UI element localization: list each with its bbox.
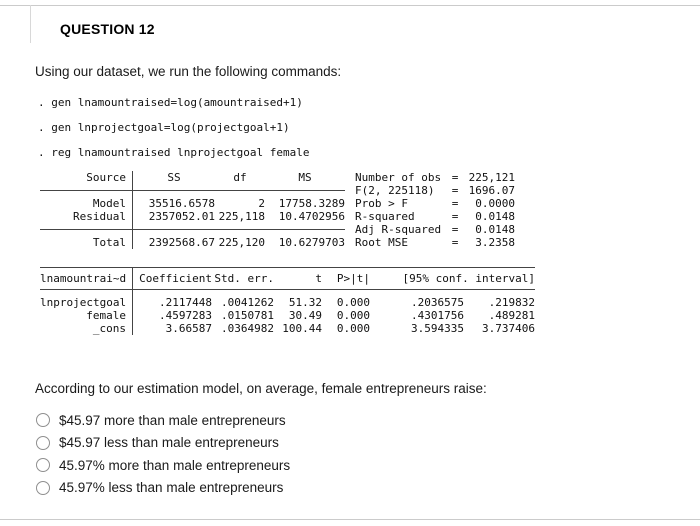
coef-row-cons bbox=[40, 322, 535, 335]
ci-lower: .4301756 bbox=[411, 309, 464, 322]
residual-ss: 2357052.01 bbox=[148, 210, 215, 223]
anova-table bbox=[40, 171, 700, 249]
ci-upper: 3.737406 bbox=[482, 322, 535, 335]
stat-value-r-squared: 0.0148 bbox=[475, 210, 515, 223]
coef-header-t: t bbox=[315, 272, 322, 285]
anova-header-source: Source bbox=[40, 171, 133, 184]
model-ms: 17758.3289 bbox=[278, 197, 345, 210]
equals-sign: = bbox=[451, 197, 459, 210]
stata-commands bbox=[38, 96, 700, 160]
radio-button[interactable] bbox=[36, 436, 50, 450]
radio-button[interactable] bbox=[36, 413, 50, 427]
p-value: 0.000 bbox=[336, 296, 370, 309]
total-ss: 2392568.67 bbox=[148, 236, 215, 249]
ci-upper: .219832 bbox=[488, 296, 535, 309]
stat-label-number-of-obs: Number of obs bbox=[355, 171, 442, 184]
question-prompt: According to our estimation model, on average, female entrepreneurs raise: bbox=[35, 381, 487, 396]
command-line-2: . gen lnprojectgoal=log(projectgoal+1) bbox=[38, 121, 290, 134]
coef-row-lnprojectgoal bbox=[40, 296, 535, 309]
total-df: 225,120 bbox=[218, 236, 265, 249]
coef-value: 3.66587 bbox=[165, 322, 212, 335]
model-label: Model bbox=[40, 197, 133, 210]
answer-option-2[interactable] bbox=[36, 432, 700, 455]
answer-option-1[interactable] bbox=[36, 409, 700, 432]
anova-header-ss: SS bbox=[167, 171, 181, 184]
coef-row-female bbox=[40, 309, 535, 322]
anova-residual-row bbox=[40, 210, 700, 223]
option-label: $45.97 less than male entrepreneurs bbox=[59, 435, 279, 451]
answer-options bbox=[36, 409, 700, 499]
anova-separator-row bbox=[40, 184, 700, 197]
stderr-value: .0041262 bbox=[221, 296, 274, 309]
p-value: 0.000 bbox=[336, 309, 370, 322]
model-df: 2 bbox=[258, 197, 265, 210]
residual-ms: 10.4702956 bbox=[278, 210, 345, 223]
stat-label-root-mse: Root MSE bbox=[355, 236, 408, 249]
ci-upper: .489281 bbox=[488, 309, 535, 322]
equals-sign: = bbox=[451, 223, 459, 236]
residual-df: 225,118 bbox=[218, 210, 265, 223]
stat-value-f: 1696.07 bbox=[468, 184, 515, 197]
total-label: Total bbox=[40, 236, 133, 249]
anova-header-ms: MS bbox=[298, 171, 312, 184]
depvar-label: lnamountrai~d bbox=[40, 268, 133, 289]
equals-sign: = bbox=[451, 184, 459, 197]
anova-separator-row bbox=[40, 223, 700, 236]
ci-lower: 3.594335 bbox=[411, 322, 464, 335]
coef-header-row bbox=[40, 268, 535, 290]
model-ss: 35516.6578 bbox=[148, 197, 215, 210]
ci-lower: .2036575 bbox=[411, 296, 464, 309]
t-value: 51.32 bbox=[288, 296, 322, 309]
stat-value-root-mse: 3.2358 bbox=[475, 236, 515, 249]
t-value: 30.49 bbox=[288, 309, 322, 322]
command-line-3: . reg lnamountraised lnprojectgoal female bbox=[38, 146, 310, 159]
stat-label-prob-f: Prob > F bbox=[355, 197, 408, 210]
answer-option-4[interactable] bbox=[36, 477, 700, 500]
option-label: 45.97% less than male entrepreneurs bbox=[59, 480, 284, 496]
coefficient-table bbox=[40, 267, 535, 335]
stderr-value: .0150781 bbox=[221, 309, 274, 322]
var-name: lnprojectgoal bbox=[40, 296, 133, 309]
stat-value-prob-f: 0.0000 bbox=[475, 197, 515, 210]
coef-value: .4597283 bbox=[159, 309, 212, 322]
stat-value-adj-r-squared: 0.0148 bbox=[475, 223, 515, 236]
equals-sign: = bbox=[451, 236, 459, 249]
quiz-question-panel bbox=[0, 5, 700, 499]
radio-button[interactable] bbox=[36, 481, 50, 495]
anova-header-df: df bbox=[233, 171, 247, 184]
stat-label-r-squared: R-squared bbox=[355, 210, 415, 223]
t-value: 100.44 bbox=[282, 322, 322, 335]
radio-button[interactable] bbox=[36, 458, 50, 472]
residual-label: Residual bbox=[40, 210, 133, 223]
stata-output bbox=[40, 171, 700, 335]
question-intro: Using our dataset, we run the following commands: bbox=[35, 64, 342, 79]
p-value: 0.000 bbox=[336, 322, 370, 335]
bottom-divider bbox=[0, 519, 700, 520]
equals-sign: = bbox=[451, 171, 459, 184]
anova-total-row bbox=[40, 236, 700, 249]
question-title: QUESTION 12 bbox=[60, 21, 155, 37]
coef-header-coefficient: Coefficient bbox=[139, 272, 212, 285]
equals-sign: = bbox=[451, 210, 459, 223]
anova-header-row bbox=[40, 171, 700, 184]
command-line-1: . gen lnamountraised=log(amountraised+1) bbox=[38, 96, 303, 109]
answer-option-3[interactable] bbox=[36, 454, 700, 477]
stat-value-number-of-obs: 225,121 bbox=[468, 171, 515, 184]
total-ms: 10.6279703 bbox=[278, 236, 345, 249]
var-name: female bbox=[40, 309, 133, 322]
option-label: $45.97 more than male entrepreneurs bbox=[59, 412, 286, 428]
var-name: _cons bbox=[40, 322, 133, 335]
stat-label-f: F(2, 225118) bbox=[355, 184, 435, 197]
coef-value: .2117448 bbox=[159, 296, 212, 309]
stderr-value: .0364982 bbox=[221, 322, 274, 335]
anova-model-row bbox=[40, 197, 700, 210]
option-label: 45.97% more than male entrepreneurs bbox=[59, 457, 291, 473]
coef-header-stderr: Std. err. bbox=[214, 272, 274, 285]
stat-label-adj-r-squared: Adj R-squared bbox=[355, 223, 442, 236]
coef-header-p: P>|t| bbox=[336, 272, 370, 285]
coef-header-conf-interval: [95% conf. interval] bbox=[402, 272, 535, 285]
